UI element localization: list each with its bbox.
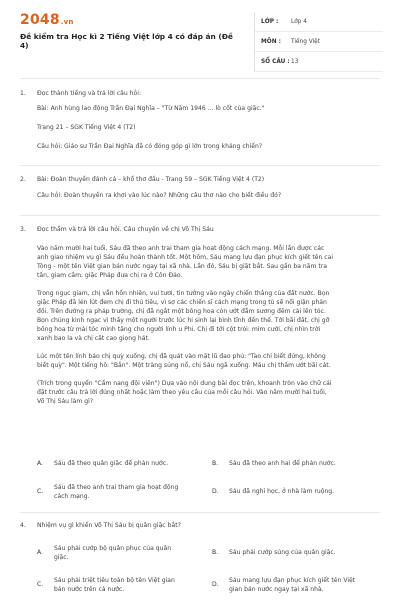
page-title: Đề kiểm tra Học kì 2 Tiếng Việt lớp 4 có đáp án (Đề 4) [20, 32, 233, 50]
meta-row-count [255, 52, 383, 72]
option-text: gian bán nước ngay tại xã nhà. [229, 586, 324, 593]
question-number: 3. [20, 226, 26, 233]
question-text: Trang 21 – SGK Tiếng Việt 4 (T2) [37, 124, 136, 131]
question-1 [20, 89, 380, 159]
meta-row-subject [255, 32, 383, 52]
meta-value: 13 [291, 58, 299, 65]
option-b[interactable] [212, 459, 372, 471]
option-label: B. [212, 460, 219, 467]
question-stem: Đọc thầm và trả lời câu hỏi. Câu chuyện về chị Võ Thị Sáu [37, 226, 214, 233]
passage-line: Trong ngục giam, chị vẫn hồn nhiên, vui tươi, tin tưởng vào ngày chiến thắng của đất nước. Bọn [37, 290, 330, 297]
question-3 [20, 225, 380, 515]
option-c[interactable] [37, 483, 197, 503]
option-text: Sáu phải cướp bộ quân phục của quân [54, 545, 172, 552]
question-text: Câu hỏi: Giáo sư Trần Đại Nghĩa đã có đóng góp gì lớn trong kháng chiến? [37, 143, 263, 150]
header [0, 0, 400, 78]
option-c[interactable] [37, 576, 197, 596]
passage-line: Tòng - một tên Việt gian bán nước ngay tại xã nhà. Lần đó, Sáu bị giặt bắt. Sau gần ba năm tra [37, 263, 328, 270]
logo-suffix: .vn [60, 18, 74, 26]
passage-line: Võ Thị Sáu làm gì? [37, 398, 94, 405]
passage-line: Bọn chúng kinh ngạc vì thấy một người trước lúc hi sinh lại bình tĩnh đến thế. Tới bãi đất, chị gỡ [37, 317, 330, 324]
passage-line: anh giao nhiệm vụ gì Sáu đều hoàn thành tốt. Một hôm, Sáu mang lựu đạn phục kích giết tên cai [37, 254, 334, 261]
meta-key: MÔN : [261, 38, 281, 45]
passage-line: đối. Trên đường ra pháp trường, chị đã ngắt một bông hoa còn ướt đẫm sương đêm cài lên tóc. [37, 308, 326, 315]
meta-key: SỐ CÂU : [261, 58, 290, 65]
divider [20, 165, 380, 166]
option-text: Sáu đã theo anh hai để phản nước. [229, 460, 336, 467]
option-label: C. [37, 488, 44, 495]
question-text: Bài: Anh hùng lao động Trần Đại Nghĩa – "Từ Năm 1946 ... lò cốt của giặc." [37, 105, 265, 112]
option-label: D. [212, 581, 219, 588]
divider [20, 215, 380, 216]
divider [20, 78, 380, 79]
option-text: Sáu đã nghỉ học, ở nhà làm ruộng. [229, 488, 335, 495]
question-2 [20, 175, 380, 205]
option-text: Sáu phải triệt tiêu toàn bộ tên Việt gian [54, 577, 175, 584]
option-a[interactable] [37, 544, 197, 564]
passage-line: Vào năm mười hai tuổi, Sáu đã theo anh trai tham gia hoạt động cách mạng. Mỗi lần được các [37, 245, 325, 252]
option-text: Sáu phải cướp súng của quân giặc. [229, 549, 336, 556]
passage-line: tấn, giam cầm, giặc Pháp đưa chị ra ở Côn Đảo. [37, 272, 183, 279]
option-label: C. [37, 581, 44, 588]
question-number: 4. [20, 522, 26, 529]
option-text: Sáu mang lựu đạn phục kích giết tên Việt [229, 577, 356, 584]
passage-line: bông hoa từ mái tóc mình tặng cho người lính u Phi. Chị đi tới cột trói: mỉm cười, chị nhìn trời [37, 326, 321, 333]
meta-value: Lớp 4 [291, 18, 307, 25]
passage-line: (Trích trong quyển "Cẩm nang đội viên") Dựa vào nội dung bài đọc trên, khoanh tròn vào chữ cái [37, 380, 332, 387]
option-text: cách mạng. [54, 493, 90, 500]
option-d[interactable] [212, 487, 372, 499]
option-a[interactable] [37, 459, 197, 471]
option-d[interactable] [212, 576, 372, 596]
passage-line: giặc Pháp đã lén lút đem chị đi thủ tiêu, vì sợ các chiến sĩ cách mạng trong tù sẽ nổi giận phản [37, 299, 327, 306]
question-stem: Nhiệm vụ gì khiến Võ Thị Sáu bị quân giặc bắt? [37, 522, 181, 529]
option-label: A. [37, 549, 43, 556]
passage-line: biết quỳ". Một tiếng hô: "Bắn". Một tràng súng nổ, chị Sáu ngã xuống. Máu chị thấm ướt bãi cát. [37, 362, 331, 369]
question-text: Câu hỏi: Đoàn thuyền ra khơi vào lúc nào? Những câu thơ nào cho biết điều đó? [37, 192, 282, 199]
option-text: Sáu đã theo anh trai tham gia hoạt động [54, 484, 179, 491]
question-stem: Bài: Đoàn thuyền đánh cá – khổ thơ đầu - Trang 59 – SGK Tiếng Việt 4 (T2) [37, 176, 265, 183]
option-label: A. [37, 460, 43, 467]
site-logo[interactable] [20, 12, 74, 28]
divider [20, 512, 380, 513]
option-text: bán nước trên cả nước. [54, 586, 125, 593]
option-text: Sáu đã theo quân giặc để phản nước. [54, 460, 169, 467]
meta-value: Tiếng Việt [291, 38, 321, 45]
question-number: 2. [20, 176, 26, 183]
logo-text: 2048 [20, 12, 60, 28]
option-label: B. [212, 549, 219, 556]
question-stem: Đọc thành tiếng và trả lời câu hỏi: [37, 90, 141, 97]
meta-row-class [255, 12, 383, 32]
passage-line: Lúc một tên lính bảo chị quỳ xuống, chị đã quát vào mặt lũ đao phủ: "Tao chỉ biết đứng, không [37, 353, 326, 360]
passage-line: đặt trước câu trả lời đúng nhất hoặc làm theo yêu cầu của mỗi câu hỏi. Vào năm mười hai tuổi, [37, 389, 327, 396]
meta-table [254, 12, 383, 72]
meta-key: LỚP : [261, 18, 279, 25]
option-text: giặc. [54, 554, 69, 561]
option-label: D. [212, 488, 219, 495]
option-b[interactable] [212, 548, 372, 560]
question-number: 1. [20, 90, 26, 97]
question-4 [20, 521, 380, 533]
passage-line: xanh bao la và chị cất cao giọng hát. [37, 335, 150, 342]
